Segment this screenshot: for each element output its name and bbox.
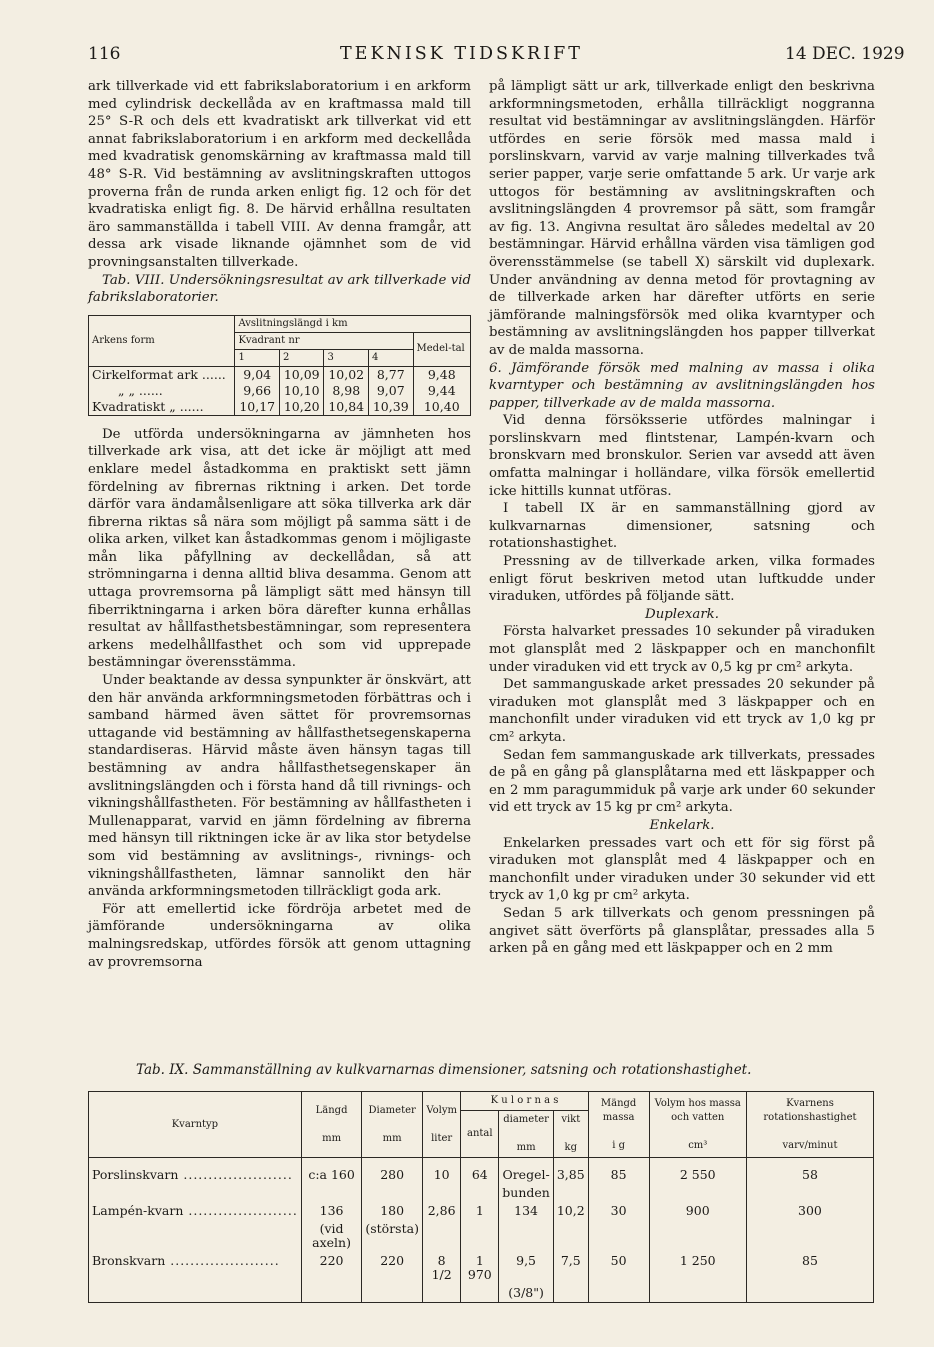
cell: 9,04 bbox=[235, 366, 280, 383]
cell bbox=[588, 1284, 649, 1303]
paragraph: I tabell IX är en sammanställning gjord av kulkvarnarnas dimensioner, satsning och rotationshastighet. bbox=[489, 501, 875, 552]
header-vikt bbox=[553, 1111, 588, 1158]
cell bbox=[649, 1184, 746, 1202]
cell: 9,48 bbox=[413, 366, 470, 383]
paragraph: För att emellertid icke fördröja arbetet med de jämförande undersökningarna av olika malningsredskap, utfördes försök att genom uttagning av provremsorna bbox=[88, 901, 471, 970]
paragraph: Sedan fem sammanguskade ark tillverkats, pressades de på en gång på glansplåtarna med ett läskpapper och en 2 mm paragummiduk på varje ark under 60 sekunder vid ett tryck av 15 kg pr cm² arkyta. bbox=[489, 747, 875, 816]
table-row bbox=[89, 1284, 874, 1303]
cell: 136 bbox=[301, 1202, 362, 1220]
header-antal: antal bbox=[461, 1111, 499, 1158]
cell: 2,86 bbox=[422, 1202, 460, 1220]
cell: 9,5 bbox=[499, 1252, 554, 1284]
cell: 2 550 bbox=[649, 1158, 746, 1185]
cell bbox=[362, 1184, 423, 1202]
section-heading: 6. Jämförande försök med malning av massa i olika kvarntyper och bestämning av avslitningslängden hos papper, tillverkade av de malda massorna. bbox=[489, 360, 875, 411]
header-volym bbox=[422, 1092, 460, 1158]
cell: 85 bbox=[746, 1252, 873, 1284]
cell: 280 bbox=[362, 1158, 423, 1185]
table-viii bbox=[88, 315, 471, 416]
cell: 1 bbox=[461, 1202, 499, 1220]
header-unit: mm bbox=[322, 1132, 342, 1144]
cell bbox=[553, 1220, 588, 1252]
cell: 8,98 bbox=[324, 383, 369, 399]
paragraph: Vid denna försöksserie utfördes malningar i porslinskvarn med flintstenar, Lampén-kvarn och bronskvarn med bronskulor. Serien var avsedd att även omfatta malningar i holländare, vilka försök emellertid icke hittills kunnat utföras. bbox=[489, 413, 875, 499]
header-unit: kg bbox=[564, 1142, 578, 1153]
cell: 3,85 bbox=[553, 1158, 588, 1185]
cell bbox=[461, 1284, 499, 1303]
cell: 900 bbox=[649, 1202, 746, 1220]
cell: (3/8") bbox=[499, 1284, 554, 1303]
cell: 10,09 bbox=[279, 366, 324, 383]
cell: 9,44 bbox=[413, 383, 470, 399]
subheading-enkelark: Enkelark. bbox=[649, 817, 715, 833]
cell: (vid axeln) bbox=[301, 1220, 362, 1252]
row-label: „ „ bbox=[118, 382, 135, 398]
cell: 10 bbox=[422, 1158, 460, 1185]
cell: 8,77 bbox=[369, 366, 414, 383]
cell bbox=[499, 1220, 554, 1252]
header-rotation bbox=[746, 1092, 873, 1158]
header-label: Volym hos massa och vatten bbox=[654, 1097, 741, 1123]
header-unit: mm bbox=[382, 1132, 402, 1144]
subheading-duplexark: Duplexark. bbox=[645, 606, 719, 622]
header-label: vikt bbox=[561, 1114, 581, 1125]
row-name: Bronskvarn ..... bbox=[89, 1252, 302, 1284]
paragraph: Sedan 5 ark tillverkats och genom pressningen på angivet sätt överförts på glansplåtar, pressades alla 5 arken på en gång med ett läskpapper och en 2 mm bbox=[489, 905, 875, 957]
cell: 9,07 bbox=[369, 383, 414, 399]
cell bbox=[588, 1184, 649, 1202]
cell: Oregel- bbox=[499, 1158, 554, 1185]
table-row: Kvadratiskt „ ...... 10,17 10,20 10,84 10,39 10,40 bbox=[89, 399, 471, 416]
cell: 9,66 bbox=[235, 383, 280, 399]
paragraph: Det sammanguskade arket pressades 20 sekunder på viraduken mot glansplåt med 3 läskpapper och en manchonfilt under viraduken vid ett tryck av 1,0 kg pr cm² arkyta. bbox=[489, 677, 875, 745]
cell bbox=[461, 1184, 499, 1202]
paragraph: ark tillverkade vid ett fabrikslaboratorium i en arkform med cylindrisk deckellåda av en kraftmassa mald till 25° S-R och dels ett kvadratiskt ark tillverkat vid ett annat fabrikslaboratorium i en arkform med deckellåda med kvadratisk genomskärning av kraftmassa mald till 48° S-R. Vid bestämning av avslitningskraften uttogos proverna från de runda arken enligt fig. 12 och för det kvadratiska enligt fig. 8. De härvid erhållna resultaten äro sammanställda i tabell VIII. Av denna framgår, att dessa ark visade liknande ojämnhet som de vid provningsanstalten tillverkade. bbox=[88, 79, 471, 270]
header-kvarntyp: Kvarntyp bbox=[89, 1092, 302, 1158]
cell: 220 bbox=[301, 1252, 362, 1284]
cell: 50 bbox=[588, 1252, 649, 1284]
row-name bbox=[89, 1184, 302, 1202]
right-column bbox=[489, 78, 875, 958]
header-mangd-massa bbox=[588, 1092, 649, 1158]
cell: 7,5 bbox=[553, 1252, 588, 1284]
cell: 1 970 bbox=[461, 1252, 499, 1284]
cell bbox=[746, 1220, 873, 1252]
left-column bbox=[88, 78, 471, 971]
header-k1: 1 bbox=[235, 349, 280, 366]
cell bbox=[422, 1284, 460, 1303]
row-label: Kvadratiskt „ bbox=[92, 398, 176, 414]
paragraph: Pressning av de tillverkade arken, vilka formades enligt förut beskriven metod utan luftkudde under viraduken, utfördes på följande sätt. bbox=[489, 554, 875, 605]
issue-date: 14 DEC. 1929 bbox=[785, 44, 905, 64]
header-label: Mängd massa bbox=[600, 1097, 637, 1123]
cell bbox=[461, 1220, 499, 1252]
header-unit: varv/minut bbox=[782, 1139, 838, 1151]
table-row bbox=[89, 1202, 874, 1220]
table-row: Cirkelformat ark ...... 9,04 10,09 10,02 8,77 9,48 bbox=[89, 366, 471, 383]
table-ix bbox=[88, 1091, 874, 1303]
header-k3: 3 bbox=[324, 349, 369, 366]
cell: 10,10 bbox=[279, 383, 324, 399]
cell: 220 bbox=[362, 1252, 423, 1284]
cell: 10,39 bbox=[369, 399, 414, 416]
cell: 10,84 bbox=[324, 399, 369, 416]
header-diameter bbox=[362, 1092, 423, 1158]
header-avslitningslangd: Avslitningslängd i km bbox=[235, 315, 471, 332]
cell bbox=[301, 1284, 362, 1303]
cell bbox=[362, 1284, 423, 1303]
cell: 8 1/2 bbox=[422, 1252, 460, 1284]
cell: 64 bbox=[461, 1158, 499, 1185]
header-volym-vatten bbox=[649, 1092, 746, 1158]
paragraph: Under beaktande av dessa synpunkter är önskvärt, att den här använda arkformningsmetoden förbättras och i samband härmed även sättet för provremsornas uttagande vid bestämning av hållfasthetsegenskaperna standardiseras. Härvid måste även hänsyn tagas till bestämning av andra hållfasthetsegenskaper än avslitningslängden och i första hand då till rivnings- och vikningshållfastheten. För bestämning av hållfastheten i Mullenapparat, varvid en jämn fördelning av fibrerna med hänsyn till riktningen icke är av lika stor betydelse som vid bestämning av avslitnings-, rivnings- och vikningshållfastheten, lämnar sannolikt den här använda arkformningsmetoden tillräckligt goda ark. bbox=[88, 673, 471, 900]
cell: bunden bbox=[499, 1184, 554, 1202]
row-name bbox=[89, 1220, 302, 1252]
cell bbox=[746, 1284, 873, 1303]
header-unit: i g bbox=[612, 1139, 625, 1151]
header-k2: 2 bbox=[279, 349, 324, 366]
cell: 134 bbox=[499, 1202, 554, 1220]
table-row bbox=[89, 1252, 874, 1284]
header-unit: mm bbox=[516, 1142, 536, 1153]
paragraph: De utförda undersökningarna av jämnheten hos tillverkade ark visa, att det icke är möjligt att med enklare medel åstadkomma en praktiskt sett jämn fördelning av fibrernas riktning i arken. Det torde därför vara ändamålsenligare att söka tillverka ark där fibrerna riktas så nära som möjligt på samma sätt i de olika arken, vilket kan åstadkommas genom i möjligaste mån lika påfyllning av deckellådan, så att strömningarna i denna alltid bliva desamma. Genom att uttaga provremsorna på lämpligt sätt med hänsyn till fiberriktningarna i arken böra därefter kunna erhållas resultat av hållfasthetsbestämningar, som representera arkens medelhållfasthet och som vid upprepade bestämningar överensstämma. bbox=[88, 426, 471, 671]
cell: 10,40 bbox=[413, 399, 470, 416]
header-kulornas: K u l o r n a s bbox=[461, 1092, 588, 1111]
cell: 30 bbox=[588, 1202, 649, 1220]
header-label: diameter bbox=[503, 1114, 549, 1125]
table-viii-caption: Tab. VIII. Undersökningsresultat av ark tillverkade vid fabrikslaboratorier. bbox=[88, 272, 471, 306]
table-row bbox=[89, 1158, 874, 1185]
table-ix-caption: Tab. IX. Sammanställning av kulkvarnarnas dimensioner, satsning och rotationshastighet. bbox=[136, 1062, 752, 1078]
cell bbox=[422, 1184, 460, 1202]
cell: 10,02 bbox=[324, 366, 369, 383]
paragraph: Enkelarken pressades vart och ett för sig först på viraduken mot glansplåt med 4 läskpapper och en manchonfilt under viraduken under 30 sekunder vid ett tryck av 1,0 kg pr cm² arkyta. bbox=[489, 835, 875, 904]
cell bbox=[649, 1220, 746, 1252]
cell: 300 bbox=[746, 1202, 873, 1220]
header-medeltal: Medel-tal bbox=[413, 332, 470, 366]
cell bbox=[746, 1184, 873, 1202]
header-kvadrant: Kvadrant nr bbox=[235, 332, 413, 349]
header-label: Kvarnens rotationshastighet bbox=[763, 1097, 857, 1123]
cell: c:a 160 bbox=[301, 1158, 362, 1185]
header-k4: 4 bbox=[369, 349, 414, 366]
cell bbox=[301, 1184, 362, 1202]
row-name bbox=[89, 1284, 302, 1303]
header-label: Volym bbox=[426, 1104, 457, 1116]
row-name: Lampén-kvarn ..... bbox=[89, 1202, 302, 1220]
cell: 1 250 bbox=[649, 1252, 746, 1284]
cell bbox=[553, 1284, 588, 1303]
cell: 58 bbox=[746, 1158, 873, 1185]
row-name: Porslinskvarn ..... bbox=[89, 1158, 302, 1185]
header-arkens-form: Arkens form bbox=[89, 315, 235, 366]
cell: 10,2 bbox=[553, 1202, 588, 1220]
cell: 85 bbox=[588, 1158, 649, 1185]
header-langd bbox=[301, 1092, 362, 1158]
cell bbox=[588, 1220, 649, 1252]
paragraph: Första halvarket pressades 10 sekunder på viraduken mot glansplåt med 2 läskpapper och en manchonfilt under viraduken vid ett tryck av 0,5 kg pr cm² arkyta. bbox=[489, 624, 875, 675]
header-kul-diameter bbox=[499, 1111, 554, 1158]
cell: 10,20 bbox=[279, 399, 324, 416]
cell bbox=[553, 1184, 588, 1202]
page-number: 116 bbox=[88, 44, 121, 64]
header-label: Längd bbox=[315, 1104, 348, 1116]
cell: 180 bbox=[362, 1202, 423, 1220]
table-row: „ „ ...... 9,66 10,10 8,98 9,07 9,44 bbox=[89, 383, 471, 399]
cell: 10,17 bbox=[235, 399, 280, 416]
journal-title: TEKNISK TIDSKRIFT bbox=[340, 44, 583, 64]
cell: (största) bbox=[362, 1220, 423, 1252]
paragraph: på lämpligt sätt ur ark, tillverkade enligt den beskrivna arkformningsmetoden, erhålla tillräckligt noggranna resultat vid bestämningar av avslitningslängden. Härför utfördes en serie försök med massa mald i porslinskvarn, varvid av varje malning tillverkades två serier papper, varje serie omfattande 5 ark. Ur varje ark uttogos för bestämning av avslitningskraften och avslitningslängden 4 provremsor på sätt, som framgår av fig. 13. Angivna resultat äro således medeltal av 20 bestämningar. Härvid erhållna värden visa tämligen god överensstämmelse (se tabell X) särskilt vid duplexark. Under användning av denna metod för provtagning av de tillverkade arken har därefter utförts en serie jämförande malningsförsök med olika kvarntyper och bestämning av avslitningslängden hos papper tillverkat av de malda massorna. bbox=[489, 79, 875, 358]
header-label: Diameter bbox=[368, 1104, 416, 1116]
cell bbox=[649, 1284, 746, 1303]
cell bbox=[422, 1220, 460, 1252]
table-row bbox=[89, 1184, 874, 1202]
table-row bbox=[89, 1220, 874, 1252]
header-unit: cm³ bbox=[688, 1139, 708, 1151]
row-label: Cirkelformat ark bbox=[92, 366, 198, 382]
header-unit: liter bbox=[431, 1132, 453, 1144]
